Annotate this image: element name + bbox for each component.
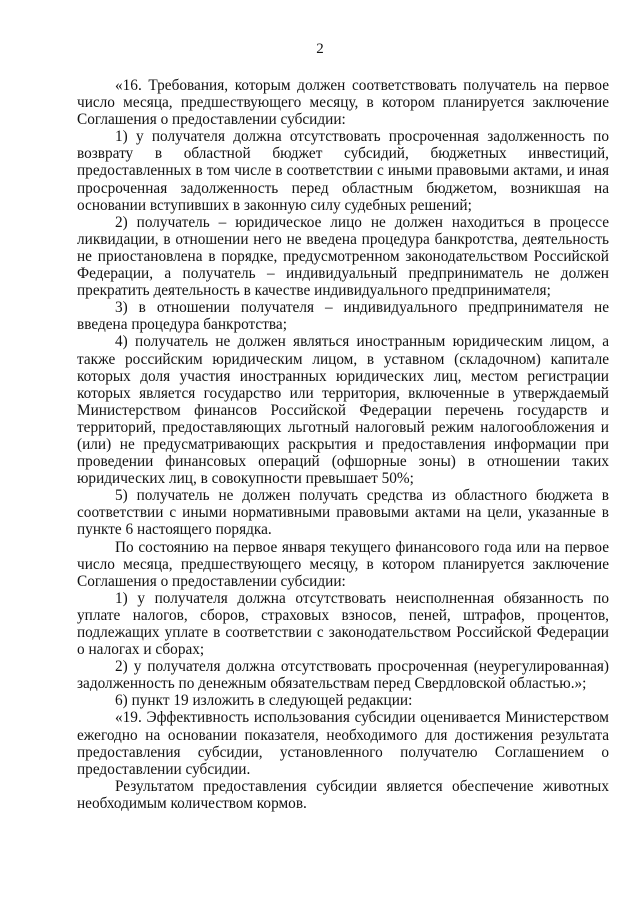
paragraph-tax-obligations: 1) у получателя должна отсутствовать неисполненная обязанность по уплате налогов, сборов, страховых взносов, пеней, штрафов, процентов, подлежащих уплате в соответствии с законодательством Российской Федерации о налогах и сборах;	[77, 589, 609, 659]
paragraph-requirements-intro: «16. Требования, которым должен соответствовать получатель на первое число месяца, предшествующего месяцу, в котором планируется заключение Соглашения о предоставлении субсидии:	[77, 77, 609, 129]
paragraph-item-1-overdue-debt: 1) у получателя должна отсутствовать просроченная задолженность по возврату в областной бюджет субсидий, бюджетных инвестиций, предоставленных в том числе в соответствии с иными правовыми актами, и иная просроченная задолженность перед областным бюджетом, возникшая на основании вступивших в законную силу судебных решений;	[77, 128, 609, 214]
paragraph-item-3-bankruptcy: 3) в отношении получателя – индивидуального предпринимателя не введена процедура банкротства;	[77, 299, 609, 334]
page-number: 2	[316, 41, 324, 57]
paragraph-amend-point-19: 6) пункт 19 изложить в следующей редакции:	[115, 692, 413, 710]
paragraph-monetary-obligations: 2) у получателя должна отсутствовать просроченная (неурегулированная) задолженность по денежным обязательствам перед Свердловской областью.»;	[77, 658, 609, 693]
paragraph-point-19-efficiency: «19. Эффективность использования субсидии оценивается Министерством ежегодно на основании показателя, необходимого для достижения результата предоставления субсидии, установленного получателю Соглашением о предоставлении субсидии.	[77, 709, 609, 778]
paragraph-item-5-other-funds: 5) получатель не должен получать средства из областного бюджета в соответствии с иными нормативными правовыми актами на цели, указанные в пункте 6 настоящего порядка.	[77, 487, 609, 539]
paragraph-january-status-intro: По состоянию на первое января текущего финансового года или на первое число месяца, предшествующего месяцу, в котором планируется заключение Соглашения о предоставлении субсидии:	[77, 538, 609, 590]
paragraph-item-4-foreign-entity: 4) получатель не должен являться иностранным юридическим лицом, а также российским юридическим лицом, в уставном (складочном) капитале которых доля участия иностранных юридических лиц, местом регистрации которых является государство или территория, включенные в утверждаемый Министерством финансов Российской Федерации перечень государств и территорий, предоставляющих льготный налоговый режим налогообложения и (или) не предусматривающих раскрытия и предоставления информации при проведении финансовых операций (офшорные зоны) в отношении таких юридических лиц, в совокупности превышает 50%;	[77, 333, 609, 488]
paragraph-item-2-liquidation: 2) получатель – юридическое лицо не должен находиться в процессе ликвидации, в отношении него не введена процедура банкротства, деятельность не приостановлена в порядке, предусмотренном законодательством Российской Федерации, а получатель – индивидуальный предприниматель не должен прекратить деятельность в качестве индивидуального предпринимателя;	[77, 213, 609, 300]
document-body	[77, 77, 609, 812]
paragraph-subsidy-result: Результатом предоставления субсидии является обеспечение животных необходимым количеством кормов.	[77, 777, 609, 812]
